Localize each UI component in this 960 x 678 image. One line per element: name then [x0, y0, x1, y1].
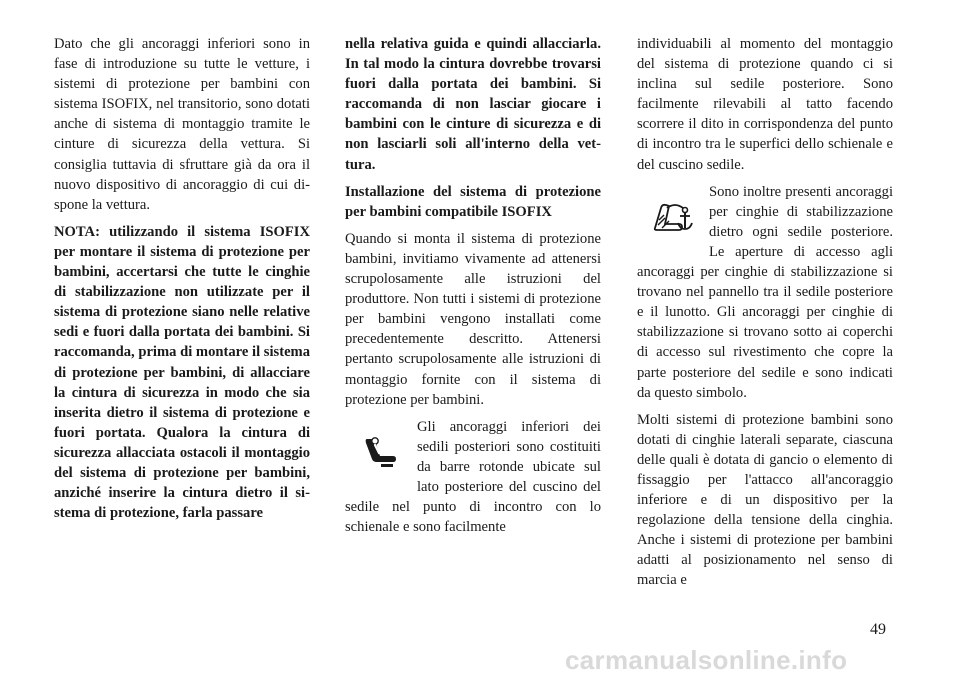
text-column-1: [54, 34, 310, 530]
paragraph-anchor-location: individuabili al momento del montaggio del sistema di protezione quando ci si inclina sul sedile posteriore. Sono facilmente rilevabili al tatto facendo scorrere il dito in corrispondenza del punto di incontro tra le superfici dello schienale e del cuscino sedile.: [637, 36, 893, 173]
watermark: carmanualsonline.info: [565, 645, 848, 675]
paragraph-lateral-straps: Molti sistemi di protezione bambini sono dotati di cinghie laterali separate, ciascuna delle quali è dotata di gancio o elemento di fissaggio per l'attacco all'ancoraggio inferiore e di un dispositivo per la regolazione della tensione della cinghia. Anche i sistemi di protezione per bambini adatti al posizionamento nel senso di marcia e: [637, 411, 893, 589]
paragraph-tether-anchors: Sono inoltre presenti ancoraggi per cinghie di stabilizzazione dietro ogni sedile posteriore. Le aperture di accesso agli ancoraggi per cinghie di stabilizzazione si trovano nel pannello tra il sedile posteriore e il lunotto. Gli ancoraggi per cinghie di stabilizzazione si trovano sotto ai coperchi di accesso sul rivestimento che copre la parte posteriore del sedile e sono indicati da questo simbolo.: [637, 183, 893, 401]
note-isofix-straps: NOTA: utilizzando il sistema ISOFIX per montare il sistema di protezione per bambini, accertarsi che tutte le cinghie di stabilizzazione non utilizzate per il sistema di protezione siano nelle relative sedi e fuori dalla portata dei bambini. Si raccomanda, prima di montare il sistema di protezione per bambini, di allacciare la cintura di sicurezza in modo che sia inserita dietro il sistema di protezione e fuori portata. Qualora la cintura di sicurezza allacciata ostacoli il montaggio del sistema di protezione per bambini, anziché inserire la cintura dietro il sistema di protezione, farla passare: [54, 223, 310, 522]
note-isofix-straps-continued: nella relativa guida e quindi allacciarla. In tal modo la cintura dovrebbe trovarsi fuori dalla portata dei bambini. Si raccomanda di non lasciar giocare i bambini con le cinture di sicurezza e di non lasciarli soli all'interno della vettura.: [345, 36, 601, 173]
child-seat-tether-anchor-icon: [637, 182, 709, 252]
child-seat-lower-anchor-icon: [345, 417, 417, 487]
page-number: 49: [870, 621, 886, 638]
section-heading-isofix-installation: Installazione del sistema di protezione per bambini compatibile ISOFIX: [345, 183, 601, 220]
paragraph-lower-anchors: Gli ancoraggi inferiori dei sedili posteriori sono costituiti da barre rotonde ubicate sul lato posteriore del cuscino del sedile nel punto di incontro con lo schienale e sono facilmente: [345, 418, 601, 536]
paragraph-isofix-intro: Dato che gli ancoraggi inferiori sono in fase di introduzione su tutte le vetture, i sistemi di protezione per bambini con sistema ISOFIX, nel transitorio, sono dotati anche di sistema di montaggio tramite le cinture di sicurezza della vettura. Si consiglia tuttavia di sfruttare già da ora il nuovo dispositivo di ancoraggio di cui dispone la vettura.: [54, 36, 310, 213]
text-column-2: [345, 34, 601, 544]
paragraph-manufacturer-instructions: Quando si monta il sistema di protezione bambini, invitiamo vivamente ad attenersi scrupolosamente alle istruzioni del produttore. Non tutti i sistemi di protezione per bambini vengono installati come precedentemente descritto. Attenersi pertanto scrupolosamente alle istruzioni di montaggio fornite con il sistema di protezione per bambini.: [345, 230, 601, 408]
text-column-3: [637, 34, 893, 598]
